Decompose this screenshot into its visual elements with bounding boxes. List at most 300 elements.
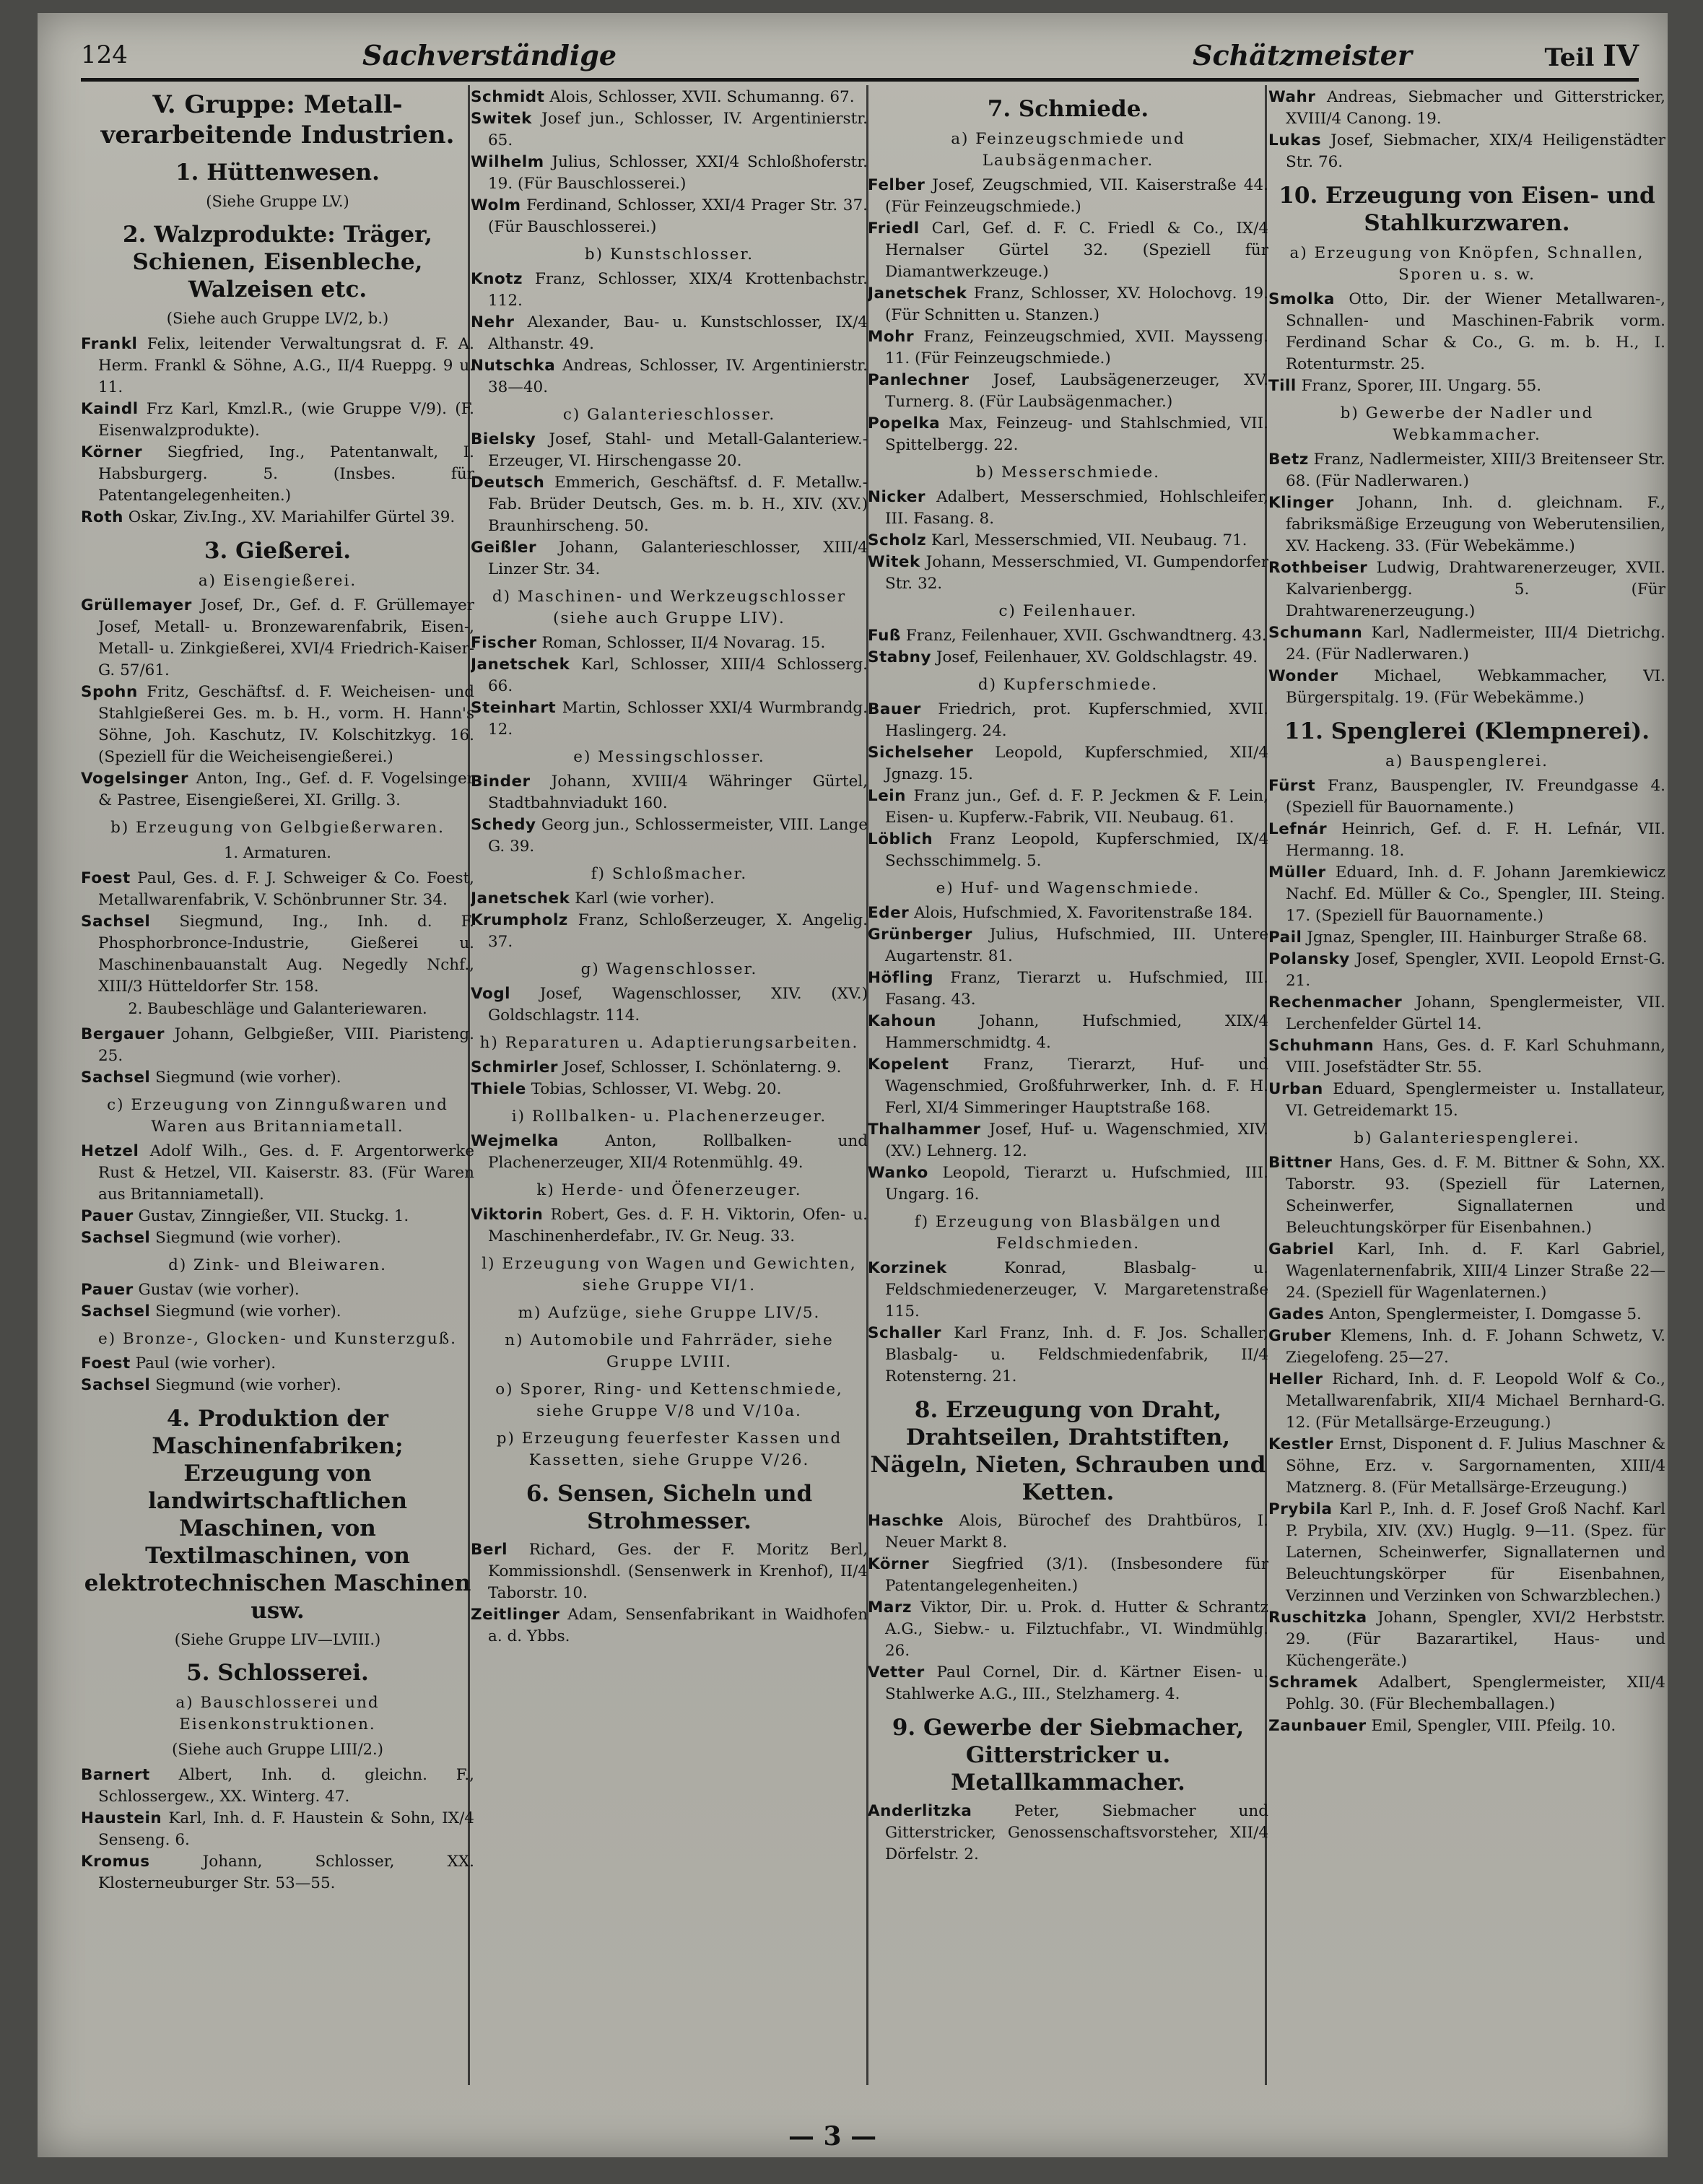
entry-name: Zaunbauer (1268, 1717, 1367, 1735)
subsection-heading: b) Gewerbe der Nadler und Webkammacher. (1340, 404, 1594, 444)
entry-details: Anton, Ing., Gef. d. F. Vogelsinger & Pastree, Eisengießerei, XI. Grillg. 3. (98, 770, 474, 809)
entry-name: Gades (1268, 1305, 1325, 1323)
entry-name: Steinhart (471, 699, 557, 717)
entry-name: Deutsch (471, 474, 545, 492)
section-heading: 7. Schmiede. (987, 96, 1149, 122)
directory-entry (868, 530, 1268, 552)
entry-name: Janetschek (471, 889, 570, 908)
entry-details: Ernst, Disponent d. F. Julius Maschner & Söhne, Erz. v. Sargornamenten, XIII/4 Matznerg. 8. (Für Metallsärge-Erzeugung.) (1286, 1435, 1665, 1497)
entry-details: Karl, Inh. d. F. Haustein & Sohn, IX/4 Senseng. 6. (98, 1809, 474, 1849)
entry-name: Smolka (1268, 290, 1335, 308)
directory-entry (81, 1301, 474, 1323)
entry-details: Michael, Webkammacher, VI. Bürgerspitalg. 19. (Für Webekämme.) (1286, 667, 1665, 707)
directory-entry (868, 625, 1268, 647)
column-2 (471, 87, 868, 2036)
directory-entry (471, 195, 868, 238)
directory-entry (1268, 622, 1665, 666)
section-heading: V. Gruppe: Metall-verarbeitende Industrien. (100, 90, 455, 149)
entry-details: Karl P., Inh. d. F. Josef Groß Nachf. Karl P. Prybila, XIV. (XV.) Huglg. 9—11. (Spez. für Laternen, Scheinwerfer, Signallaternen und Beleuchtungskörper für Eisenbahnen, Verzinnen und Verzinken von Schwarzblechen.) (1286, 1500, 1665, 1605)
entry-name: Fürst (1268, 777, 1316, 795)
entry-details: Carl, Gef. d. F. C. Friedl & Co., IX/4 Hernalser Gürtel 32. (Speziell für Diamantwerkzeuge.) (885, 219, 1268, 281)
section-heading: 2. Walzprodukte: Träger, Schienen, Eisenbleche, Walzeisen etc. (123, 222, 432, 303)
section-heading: 5. Schlosserei. (186, 1660, 369, 1686)
subsection-heading: g) Wagenschlosser. (580, 960, 758, 978)
entry-details: Tobias, Schlosser, VI. Webg. 20. (531, 1080, 782, 1098)
directory-entry (471, 108, 868, 152)
entry-details: Johann, Spengler, XVI/2 Herbststr. 29. (Für Bazarartikel, Haus- und Küchengeräte.) (1286, 1609, 1665, 1670)
directory-entry (1268, 775, 1665, 819)
directory-entry (868, 1597, 1268, 1662)
entry-name: Lukas (1268, 131, 1322, 149)
entry-details: Adalbert, Spenglermeister, XII/4 Pohlg. 30. (Für Blechemballagen.) (1286, 1674, 1665, 1713)
directory-entry (81, 1024, 474, 1067)
entry-name: Schedy (471, 816, 536, 834)
directory-entry (81, 868, 474, 911)
entry-details: Adalbert, Messerschmied, Hohlschleifer, III. Fasang. 8. (885, 488, 1268, 528)
entry-details: Alois, Hufschmied, X. Favoritenstraße 184. (914, 904, 1253, 922)
entry-name: Gabriel (1268, 1240, 1334, 1258)
directory-entry (471, 910, 868, 953)
directory-entry (471, 1057, 868, 1079)
entry-name: Nicker (868, 488, 926, 506)
entry-name: Fuß (868, 627, 901, 645)
directory-entry (81, 1279, 474, 1301)
entry-details: Felix, leitender Verwaltungsrat d. F. A. Herm. Frankl & Söhne, A.G., II/4 Rueppg. 9 u. 11. (98, 335, 474, 396)
entry-name: Müller (1268, 863, 1326, 882)
directory-entry (1268, 1715, 1665, 1737)
directory-entry (81, 1141, 474, 1206)
entry-name: Berl (471, 1541, 508, 1559)
directory-entry (868, 924, 1268, 967)
entry-name: Wejmelka (471, 1132, 559, 1150)
directory-entry (868, 742, 1268, 786)
subsection-heading: a) Feinzeugschmiede und Laubsägenmacher. (951, 130, 1185, 170)
entry-name: Kromus (81, 1853, 150, 1871)
entry-details: Leopold, Kupferschmied, XII/4 Jgnazg. 15. (885, 744, 1268, 783)
entry-details: Siegmund (wie vorher). (155, 1069, 341, 1087)
directory-entry (81, 682, 474, 768)
directory-entry (1268, 1239, 1665, 1304)
directory-entry (1268, 1079, 1665, 1122)
directory-entry (1268, 375, 1665, 397)
entry-details: Karl, Messerschmied, VII. Neubaug. 71. (931, 531, 1247, 549)
directory-entry (471, 888, 868, 910)
subsection-heading: i) Rollbalken- u. Plachenerzeuger. (511, 1108, 827, 1126)
page-number: 124 (81, 40, 128, 69)
directory-entry (471, 537, 868, 580)
directory-entry (81, 507, 474, 528)
directory-entry (1268, 1434, 1665, 1499)
entry-name: Pauer (81, 1281, 134, 1299)
subsection-heading: b) Messerschmiede. (975, 464, 1161, 482)
entry-name: Haustein (81, 1809, 162, 1827)
entry-details: Anton, Rollbalken- und Plachenerzeuger, XII/4 Rotenmühlg. 49. (488, 1132, 868, 1172)
entry-name: Witek (868, 553, 920, 571)
directory-entry (1268, 666, 1665, 709)
entry-name: Wahr (1268, 88, 1316, 106)
entry-details: Karl Franz, Inh. d. F. Jos. Schaller, Blasbalg- u. Feldschmiedenfabrik, II/4 Rotensterng. 21. (885, 1324, 1268, 1385)
directory-entry (868, 487, 1268, 530)
entry-details: Julius, Hufschmied, III. Untere Augartenstr. 81. (885, 926, 1268, 965)
entry-name: Bittner (1268, 1154, 1333, 1172)
entry-name: Heller (1268, 1370, 1323, 1388)
entry-details: Gustav (wie vorher). (138, 1281, 300, 1299)
directory-entry (1268, 289, 1665, 375)
subsection-heading: n) Automobile und Fahrräder, siehe Gruppe LVIII. (505, 1331, 834, 1371)
entry-name: Roth (81, 508, 123, 526)
section-heading: 9. Gewerbe der Siebmacher, Gitterstricker u. Metallkammacher. (892, 1715, 1245, 1796)
entry-name: Eder (868, 904, 910, 922)
directory-entry (868, 699, 1268, 742)
entry-details: Siegmund (wie vorher). (155, 1302, 341, 1321)
entry-details: Siegmund, Ing., Inh. d. F. Phosphorbronce-Industrie, Gießerei u. Maschinenbauanstalt Aug. Negedly Nchf., XIII/3 Hütteldorfer Str. 158. (98, 913, 474, 996)
directory-entry (471, 269, 868, 312)
directory-entry (81, 1067, 474, 1089)
entry-details: Paul Cornel, Dir. d. Kärtner Eisen- u. Stahlwerke A.G., III., Stelzhamerg. 4. (885, 1663, 1268, 1703)
entry-name: Sachsel (81, 1229, 151, 1247)
section-note: (Siehe Gruppe LV.) (206, 193, 349, 210)
subsection-heading: a) Erzeugung von Knöpfen, Schnallen, Sporen u. s. w. (1289, 244, 1645, 284)
entry-name: Switek (471, 110, 532, 128)
directory-entry (81, 399, 474, 442)
directory-entry (868, 1162, 1268, 1206)
directory-entry (471, 355, 868, 399)
entry-name: Bauer (868, 700, 921, 718)
section-note: (Siehe Gruppe LIV—LVIII.) (174, 1631, 381, 1648)
entry-details: Karl, Nadlermeister, III/4 Dietrichg. 24. (Für Nadlerwaren.) (1286, 624, 1665, 664)
entry-name: Bielsky (471, 430, 536, 448)
subsection-heading: b) Galanteriespenglerei. (1354, 1129, 1580, 1147)
directory-entry (81, 1353, 474, 1375)
entry-name: Vetter (868, 1663, 925, 1681)
entry-details: Fritz, Geschäftsf. d. F. Weicheisen- und Stahlgießerei Ges. m. b. H., vorm. H. Hann's Söhne, Joh. Kaschutz, IV. Kolschitzkyg. 16. (Speziell für die Weicheisengießerei.) (98, 683, 474, 766)
directory-entry (1268, 992, 1665, 1035)
directory-entry (81, 1375, 474, 1396)
entry-details: Eduard, Spenglermeister u. Installateur, VI. Getreidemarkt 15. (1286, 1080, 1665, 1120)
entry-name: Nehr (471, 313, 515, 331)
entry-name: Höfling (868, 969, 934, 987)
section-heading: 11. Spenglerei (Klempnerei). (1284, 718, 1650, 744)
entry-details: Johann, Spenglermeister, VII. Lerchenfelder Gürtel 14. (1286, 993, 1665, 1033)
subsection-heading: l) Erzeugung von Wagen und Gewichten, siehe Gruppe VI/1. (482, 1255, 857, 1295)
entry-details: Franz jun., Gef. d. F. P. Jeckmen & F. Lein, Eisen- u. Kupferw.-Fabrik, VII. Neubaug. 61. (885, 787, 1268, 827)
directory-entry (81, 595, 474, 682)
entry-details: Eduard, Inh. d. F. Johann Jaremkiewicz Nachf. Ed. Müller & Co., Spengler, III. Steing. 17. (Speziell für Bauornamente.) (1286, 863, 1665, 925)
page-footer: — 3 — (788, 2121, 877, 2152)
entry-details: Adam, Sensenfabrikant in Waidhofen a. d. Ybbs. (488, 1606, 868, 1645)
entry-details: Josef, Siebmacher, XIX/4 Heiligenstädter Str. 76. (1286, 131, 1665, 171)
entry-name: Thiele (471, 1080, 526, 1098)
entry-name: Bergauer (81, 1025, 165, 1043)
entry-details: Josef jun., Schlosser, IV. Argentinierstr. 65. (488, 110, 868, 149)
entry-name: Betz (1268, 451, 1309, 469)
directory-entry (471, 632, 868, 654)
directory-entry (1268, 1369, 1665, 1434)
directory-entry (81, 334, 474, 399)
directory-entry (471, 1131, 868, 1174)
entry-details: Johann, Inh. d. gleichnam. F., fabriksmäßige Erzeugung von Weberutensilien, XV. Hackeng. 33. (Für Webekämme.) (1286, 494, 1665, 555)
entry-name: Knotz (471, 270, 523, 288)
entry-name: Friedl (868, 219, 920, 238)
entry-details: Josef, Stahl- und Metall-Galanteriew.-Erzeuger, VI. Hirschengasse 20. (488, 430, 868, 470)
entry-name: Zeitlinger (471, 1606, 560, 1624)
entry-details: Anton, Spenglermeister, I. Domgasse 5. (1329, 1305, 1642, 1323)
entry-name: Till (1268, 377, 1297, 395)
entry-details: Robert, Ges. d. F. H. Viktorin, Ofen- u. Maschinenherdefabr., IV. Gr. Neug. 33. (488, 1206, 868, 1245)
entry-name: Kestler (1268, 1435, 1333, 1453)
entry-name: Sachsel (81, 1302, 151, 1321)
entry-details: Frz Karl, Kmzl.R., (wie Gruppe V/9). (F. Eisenwalzprodukte). (98, 400, 474, 440)
directory-entry (471, 1204, 868, 1248)
section-heading: 4. Produktion der Maschinenfabriken; Erzeugung von landwirtschaftlichen Maschinen, von Textilmaschinen, von elektrotechnischen Maschinen usw. (84, 1406, 471, 1624)
subsection-heading: o) Sporer, Ring- und Kettenschmiede, siehe Gruppe V/8 und V/10a. (495, 1380, 843, 1420)
directory-entry (471, 429, 868, 472)
entry-name: Rechenmacher (1268, 993, 1403, 1011)
section-heading: 3. Gießerei. (204, 538, 352, 564)
entry-name: Wonder (1268, 667, 1338, 685)
entry-details: Paul (wie vorher). (135, 1354, 276, 1372)
directory-entry (868, 413, 1268, 456)
subsection-heading: m) Aufzüge, siehe Gruppe LIV/5. (518, 1304, 821, 1322)
directory-entry (1268, 449, 1665, 492)
entry-details: Peter, Siebmacher und Gitterstricker, Genossenschaftsvorsteher, XII/4 Dörfelstr. 2. (885, 1802, 1268, 1863)
directory-entry (1268, 87, 1665, 130)
entry-name: Foest (81, 1354, 131, 1372)
entry-details: Siegfried (3/1). (Insbesondere für Patentangelegenheiten.) (885, 1555, 1268, 1595)
entry-details: Johann, Messerschmied, VI. Gumpendorfer Str. 32. (885, 553, 1268, 593)
directory-entry (868, 218, 1268, 283)
directory-entry (868, 1258, 1268, 1323)
directory-entry (471, 983, 868, 1027)
subsection-heading: e) Huf- und Wagenschmiede. (936, 879, 1201, 897)
entry-name: Thalhammer (868, 1121, 981, 1139)
entry-name: Foest (81, 869, 131, 887)
entry-details: Andreas, Schlosser, IV. Argentinierstr. 38—40. (488, 357, 868, 396)
entry-details: Franz, Schlosser, XIX/4 Krottenbachstr. 112. (488, 270, 868, 310)
entry-details: Josef, Huf- u. Wagenschmied, XIV. (XV.) Lehnerg. 12. (885, 1121, 1268, 1160)
subsection-heading: f) Schloßmacher. (591, 865, 748, 883)
teil-label: Teil IV (1544, 39, 1639, 73)
entry-name: Mohr (868, 328, 915, 346)
entry-details: Viktor, Dir. u. Prok. d. Hutter & Schrantz A.G., Siebw.- u. Filztuchfabr., VI. Windmühlg. 26. (885, 1598, 1268, 1660)
subsection-heading: b) Kunstschlosser. (584, 245, 754, 264)
directory-entry (1268, 949, 1665, 992)
entry-details: Franz, Sporer, III. Ungarg. 55. (1301, 377, 1542, 395)
directory-entry (1268, 862, 1665, 927)
directory-entry (868, 647, 1268, 669)
entry-details: Franz, Bauspengler, IV. Freundgasse 4. (Speziell für Bauornamente.) (1286, 777, 1665, 817)
entry-details: Paul, Ges. d. F. J. Schweiger & Co. Foest, Metallwarenfabrik, V. Schönbrunner Str. 34. (98, 869, 474, 909)
entry-details: Richard, Ges. der F. Moritz Berl, Kommissionshdl. (Sensenwerk in Krenhof), II/4 Taborstr. 10. (488, 1541, 868, 1602)
entry-name: Körner (868, 1555, 930, 1573)
entry-name: Sachsel (81, 913, 151, 931)
entry-name: Lein (868, 787, 906, 805)
directory-entry (868, 1554, 1268, 1597)
directory-entry (868, 967, 1268, 1011)
entry-details: Johann, Galanterieschlosser, XIII/4 Linzer Str. 34. (488, 539, 868, 578)
entry-details: Alexander, Bau- u. Kunstschlosser, IX/4 Althanstr. 49. (488, 313, 868, 353)
entry-details: Karl, Inh. d. F. Karl Gabriel, Wagenlaternenfabrik, XIII/4 Linzer Straße 22—24. (Speziell für Wagenlaternen.) (1286, 1240, 1665, 1302)
entry-name: Anderlitzka (868, 1802, 972, 1820)
directory-entry (81, 1765, 474, 1808)
entry-name: Sichelseher (868, 744, 974, 762)
entry-name: Janetschek (868, 284, 967, 303)
directory-entry (868, 370, 1268, 413)
entry-name: Pauer (81, 1207, 134, 1225)
entry-details: Jgnaz, Spengler, III. Hainburger Straße 68. (1307, 928, 1647, 947)
entry-name: Kaindl (81, 400, 139, 418)
subsection-heading: d) Kupferschmiede. (977, 676, 1159, 694)
directory-entry (81, 768, 474, 812)
entry-name: Grüllemayer (81, 596, 192, 614)
entry-name: Wanko (868, 1164, 928, 1182)
subsection-heading: e) Messingschlosser. (573, 748, 765, 766)
subsection-heading: c) Feilenhauer. (998, 602, 1138, 620)
directory-entry (868, 902, 1268, 924)
directory-entry (471, 312, 868, 355)
entry-details: Richard, Inh. d. F. Leopold Wolf & Co., Metallwarenfabrik, XII/4 Michael Bernhard-G. 12. (Für Metallsärge-Erzeugung.) (1286, 1370, 1665, 1432)
entry-details: Josef, Feilenhauer, XV. Goldschlagstr. 49. (936, 648, 1258, 666)
entry-name: Klinger (1268, 494, 1334, 512)
entry-name: Binder (471, 773, 531, 791)
entry-name: Schramek (1268, 1674, 1358, 1692)
directory-entry (471, 152, 868, 195)
entry-name: Korzinek (868, 1259, 947, 1277)
entry-details: Andreas, Siebmacher und Gitterstricker, XVIII/4 Canong. 19. (1286, 88, 1665, 128)
entry-details: Johann, XVIII/4 Währinger Gürtel, Stadtbahnviadukt 160. (488, 773, 868, 812)
entry-name: Panlechner (868, 371, 970, 389)
entry-name: Rothbeiser (1268, 559, 1368, 577)
entry-details: Josef, Wagenschlosser, XIV. (XV.) Goldschlagstr. 114. (488, 985, 868, 1024)
directory-entry (1268, 1304, 1665, 1326)
entry-details: Alois, Schlosser, XVII. Schumanng. 67. (549, 88, 855, 106)
section-heading: 8. Erzeugung von Draht, Drahtseilen, Drahtstiften, Nägeln, Nieten, Schrauben und Ketten. (870, 1397, 1266, 1505)
entry-details: Siegmund (wie vorher). (155, 1376, 341, 1394)
entry-details: Karl, Schlosser, XIII/4 Schlosserg. 66. (488, 656, 868, 695)
directory-entry (81, 1851, 474, 1894)
directory-entry (1268, 1499, 1665, 1607)
directory-entry (868, 1662, 1268, 1705)
entry-details: Franz, Schlosser, XV. Holochovg. 19. (Für Schnitten u. Stanzen.) (885, 284, 1268, 324)
entry-name: Schaller (868, 1324, 941, 1342)
directory-entry (1268, 1152, 1665, 1239)
entry-details: Emil, Spengler, VIII. Pfeilg. 10. (1371, 1717, 1616, 1735)
entry-name: Geißler (471, 539, 537, 557)
section-heading: 6. Sensen, Sicheln und Strohmesser. (526, 1481, 813, 1534)
entry-details: Josef, Laubsägenerzeuger, XV. Turnerg. 8. (Für Laubsägenmacher.) (885, 371, 1268, 411)
entry-name: Nutschka (471, 357, 556, 375)
entry-details: Josef, Schlosser, I. Schönlaterng. 9. (562, 1058, 842, 1076)
directory-entry (868, 829, 1268, 872)
entry-name: Schmidt (471, 88, 545, 106)
column-3 (868, 87, 1268, 2036)
section-heading: 10. Erzeugung von Eisen- und Stahlkurzwaren. (1279, 183, 1655, 236)
entry-details: Otto, Dir. der Wiener Metallwaren-, Schnallen- und Maschinen-Fabrik vorm. Ferdinand Schar & Co., G. m. b. H., I. Rotenturmstr. 25. (1286, 290, 1665, 373)
directory-entry (471, 1604, 868, 1648)
entry-details: Franz, Tierarzt, Huf- und Wagenschmied, Großfuhrwerker, Inh. d. F. H. Ferl, XI/4 Simmeringer Hauptstraße 168. (885, 1056, 1268, 1117)
page-header (81, 35, 1639, 82)
entry-details: Friedrich, prot. Kupferschmied, XVII. Haslingerg. 24. (885, 700, 1268, 740)
entry-details: Ludwig, Drahtwarenerzeuger, XVII. Kalvarienbergg. 5. (Für Drahtwarenerzeugung.) (1286, 559, 1665, 620)
entry-name: Spohn (81, 683, 138, 701)
entry-details: Gustav, Zinngießer, VII. Stuckg. 1. (138, 1207, 409, 1225)
entry-details: Heinrich, Gef. d. F. H. Lefnár, VII. Hermanng. 18. (1286, 820, 1665, 860)
entry-details: Franz Leopold, Kupferschmied, IX/4 Sechsschimmelg. 5. (885, 830, 1268, 870)
entry-name: Schmirler (471, 1058, 558, 1076)
directory-entry (868, 1011, 1268, 1054)
entry-details: Siegfried, Ing., Patentanwalt, I. Habsburgerg. 5. (Insbes. für Patentangelegenheiten.) (98, 443, 474, 505)
entry-details: Martin, Schlosser XXI/4 Wurmbrandg. 12. (488, 699, 868, 739)
directory-entry (471, 654, 868, 697)
center-running-title: Schätzmeister (1193, 39, 1412, 71)
directory-entry (1268, 557, 1665, 622)
entry-name: Wilhelm (471, 153, 544, 171)
directory-entry (868, 786, 1268, 829)
entry-details: Adolf Wilh., Ges. d. F. Argentorwerke Rust & Hetzel, VII. Kaiserstr. 83. (Für Waren aus Britanniametall). (98, 1142, 474, 1204)
directory-entry (868, 326, 1268, 370)
entry-name: Popelka (868, 414, 941, 432)
entry-name: Sachsel (81, 1376, 151, 1394)
entry-details: Josef, Spengler, XVII. Leopold Ernst-G. 21. (1286, 950, 1665, 990)
entry-name: Viktorin (471, 1206, 544, 1224)
subsection-heading: a) Eisengießerei. (198, 572, 357, 590)
section-note: (Siehe auch Gruppe LIII/2.) (172, 1741, 383, 1758)
entry-name: Fischer (471, 634, 537, 652)
entry-name: Wolm (471, 196, 521, 214)
entry-details: Franz, Tierarzt u. Hufschmied, III. Fasang. 43. (885, 969, 1268, 1009)
entry-details: Josef, Zeugschmied, VII. Kaiserstraße 44. (Für Feinzeugschmiede.) (885, 176, 1268, 216)
entry-name: Haschke (868, 1512, 944, 1530)
directory-entry (1268, 927, 1665, 949)
entry-name: Kopelent (868, 1056, 949, 1074)
left-running-title: Sachverständige (362, 39, 617, 71)
entry-details: Albert, Inh. d. gleichn. F., Schlossergew., XX. Winterg. 47. (98, 1766, 474, 1806)
entry-name: Marz (868, 1598, 913, 1617)
subsection-heading: d) Zink- und Bleiwaren. (168, 1256, 387, 1274)
entry-name: Löblich (868, 830, 933, 848)
directory-entry (868, 175, 1268, 218)
entry-name: Sachsel (81, 1069, 151, 1087)
directory-entry (868, 1510, 1268, 1554)
section-note: (Siehe auch Gruppe LV/2, b.) (166, 310, 389, 327)
entry-details: Johann, Gelbgießer, VIII. Piaristeng. 25. (98, 1025, 474, 1065)
entry-name: Gruber (1268, 1327, 1332, 1345)
entry-details: Josef, Dr., Gef. d. F. Grüllemayer Josef, Metall- u. Bronzewarenfabrik, Eisen-, Metall- u. Zinkgießerei, XVI/4 Friedrich-Kaiser-G. 57/61. (98, 596, 474, 679)
directory-entry (471, 1079, 868, 1100)
directory-entry (81, 442, 474, 507)
entry-name: Kahoun (868, 1012, 936, 1030)
directory-entry (471, 87, 868, 108)
directory-entry (868, 1119, 1268, 1162)
entry-details: Georg jun., Schlossermeister, VIII. Lange G. 39. (488, 816, 868, 856)
entry-details: Johann, Schlosser, XX. Klosterneuburger Str. 53—55. (98, 1853, 474, 1892)
entry-details: Franz, Feilenhauer, XVII. Gschwandtnerg. 43. (905, 627, 1267, 645)
directory-entry (868, 1801, 1268, 1866)
directory-entry (1268, 819, 1665, 862)
directory-entry (868, 1323, 1268, 1388)
entry-name: Vogelsinger (81, 770, 189, 788)
entry-details: Ferdinand, Schlosser, XXI/4 Prager Str. 37. (Für Bauschlosserei.) (488, 196, 868, 236)
entry-name: Janetschek (471, 656, 570, 674)
entry-name: Pail (1268, 928, 1302, 947)
directory-entry (471, 1539, 868, 1604)
entry-name: Polansky (1268, 950, 1350, 968)
directory-entry (868, 552, 1268, 595)
column-1 (81, 87, 474, 2036)
entry-details: Hans, Ges. d. F. M. Bittner & Sohn, XX. Taborstr. 93. (Speziell für Laternen, Scheinwerfer, Signallaternen und Beleuchtungskörper für Eisenbahnen.) (1286, 1154, 1665, 1237)
entry-details: Franz, Feinzeugschmied, XVII. Maysseng. 11. (Für Feinzeugschmiede.) (885, 328, 1268, 367)
subsection-heading: c) Erzeugung von Zinngußwaren und Waren aus Britanniametall. (107, 1096, 448, 1136)
